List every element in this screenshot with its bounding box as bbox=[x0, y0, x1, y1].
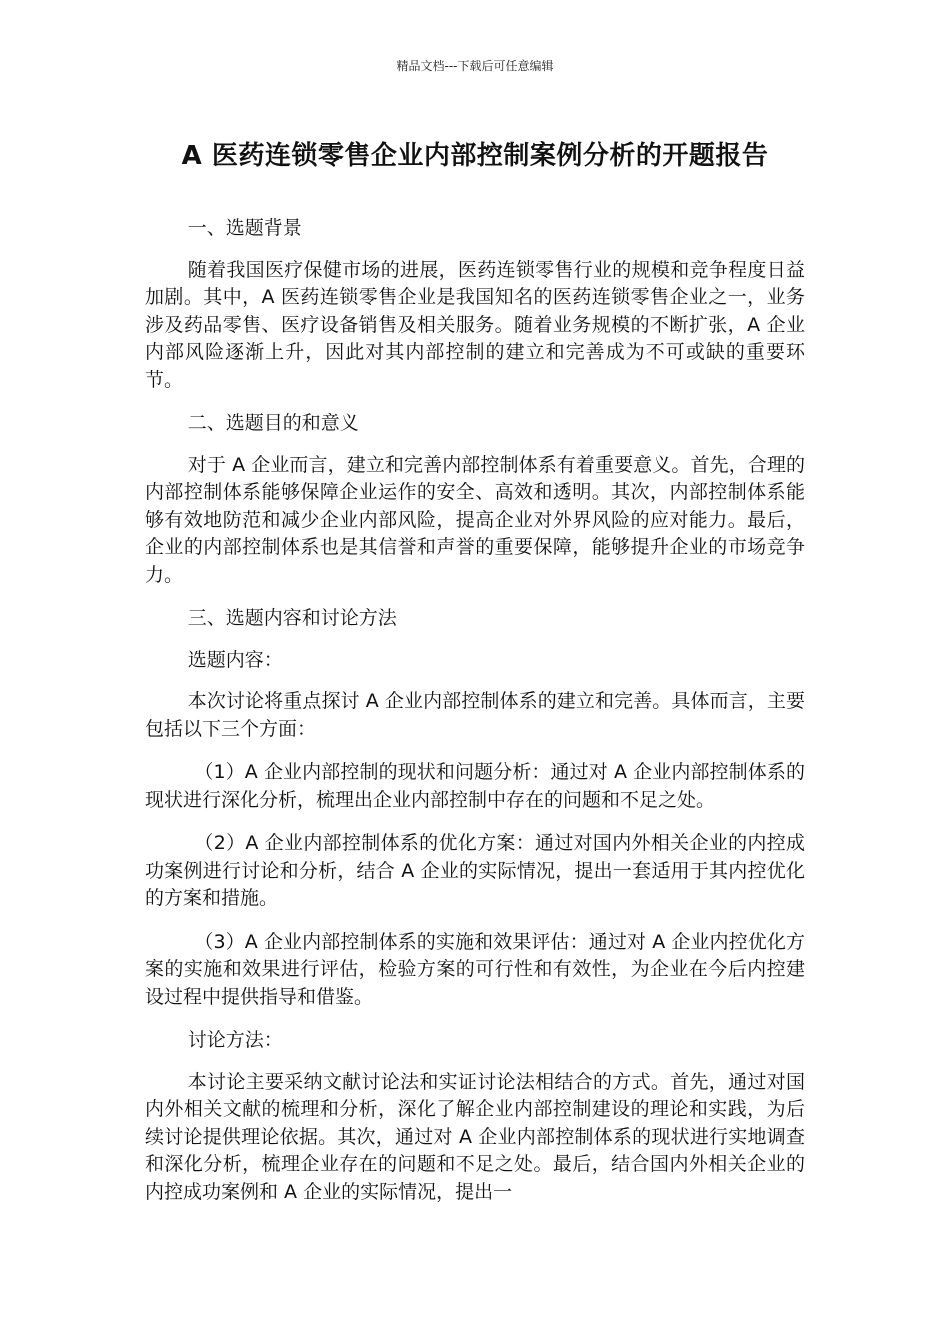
background-paragraph: 随着我国医疗保健市场的进展，医药连锁零售行业的规模和竞争程度日益加剧。其中，A 医药连锁零售企业是我国知名的医药连锁零售企业之一，业务涉及药品零售、医疗设备销售及相关服务。随着业务规模的不断扩张，A 企业内部风险逐渐上升，因此对其内部控制的建立和完善成为不可或缺的重要环节。 bbox=[145, 258, 805, 391]
page-header: 精品文档---下载后可任意编辑 bbox=[396, 59, 554, 73]
section-heading-content-method: 三、选题内容和讨论方法 bbox=[187, 607, 397, 629]
content-intro-paragraph: 本次讨论将重点探讨 A 企业内部控制体系的建立和完善。具体而言，主要包括以下三个方面： bbox=[145, 690, 805, 740]
document-title: A 医药连锁零售企业内部控制案例分析的开题报告 bbox=[181, 141, 769, 171]
document-body bbox=[145, 215, 805, 1206]
method-label: 讨论方法： bbox=[187, 1029, 283, 1051]
content-item-3: （3）A 企业内部控制体系的实施和效果评估：通过对 A 企业内控优化方案的实施和效果进行评估，检验方案的可行性和有效性，为企业在今后内控建设过程中提供指导和借鉴。 bbox=[145, 930, 805, 1008]
section-heading-purpose: 二、选题目的和意义 bbox=[187, 412, 359, 434]
content-item-1: （1）A 企业内部控制的现状和问题分析：通过对 A 企业内部控制体系的现状进行深化分析，梳理出企业内部控制中存在的问题和不足之处。 bbox=[145, 761, 805, 811]
section-heading-background: 一、选题背景 bbox=[187, 217, 302, 239]
content-item-2: （2）A 企业内部控制体系的优化方案：通过对国内外相关企业的内控成功案例进行讨论和分析，结合 A 企业的实际情况，提出一套适用于其内控优化的方案和措施。 bbox=[145, 832, 805, 909]
content-label: 选题内容： bbox=[187, 648, 283, 671]
method-paragraph: 本讨论主要采纳文献讨论法和实证讨论法相结合的方式。首先，通过对国内外相关文献的梳理和分析，深化了解企业内部控制建设的理论和实践，为后续讨论提供理论依据。其次，通过对 A 企业内部控制体系的现状进行实地调查和深化分析，梳理企业存在的问题和不足之处。最后，结合国内外相关企业的内控成功案例和 A 企业的实际情况，提出一 bbox=[145, 1070, 805, 1203]
purpose-paragraph: 对于 A 企业而言，建立和完善内部控制体系有着重要意义。首先，合理的内部控制体系能够保障企业运作的安全、高效和透明。其次，内部控制体系能够有效地防范和减少企业内部风险，提高企业对外界风险的应对能力。最后，企业的内部控制体系也是其信誉和声誉的重要保障，能够提升企业的市场竞争力。 bbox=[145, 453, 805, 586]
